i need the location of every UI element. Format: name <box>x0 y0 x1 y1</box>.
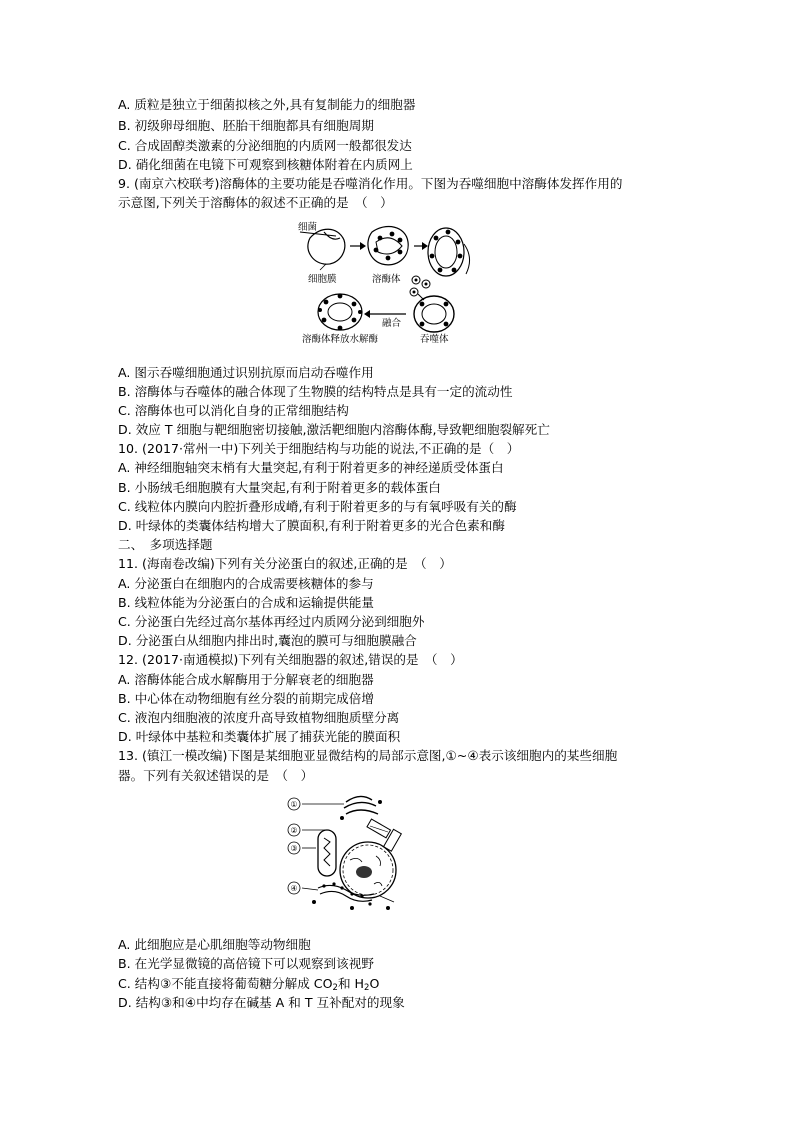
q13-stem-line2: 器。下列有关叙述错误的是 （ ） <box>118 768 314 783</box>
q9-option-a: A. 图示吞噬细胞通过识别抗原而启动吞噬作用 <box>118 365 374 380</box>
q10-option-d: D. 叶绿体的类囊体结构增大了膜面积,有利于附着更多的光合色素和酶 <box>118 518 505 533</box>
q11-option-c: C. 分泌蛋白先经过高尔基体再经过内质网分泌到细胞外 <box>118 614 425 629</box>
q10-option-c: C. 线粒体内膜向内腔折叠形成嵴,有利于附着更多的与有氧呼吸有关的酶 <box>118 499 517 514</box>
q13-cell-figure <box>284 790 414 920</box>
q13-option-a: A. 此细胞应是心肌细胞等动物细胞 <box>118 937 311 952</box>
q9-fig-label-fusion: 融合 <box>382 318 402 329</box>
q9-lysosome-figure <box>296 218 476 348</box>
q12-option-c: C. 液泡内细胞液的浓度升高导致植物细胞质壁分离 <box>118 710 400 725</box>
q10-option-a: A. 神经细胞轴突末梢有大量突起,有利于附着更多的神经递质受体蛋白 <box>118 460 504 475</box>
section-heading: 二、 多项选择题 <box>118 537 213 552</box>
q8-option-a: A. 质粒是独立于细菌拟核之外,具有复制能力的细胞器 <box>118 97 416 112</box>
q13-option-c <box>118 976 379 996</box>
q13-option-c-sub1: 2 <box>332 983 338 993</box>
q13-fig-label-2: ② <box>290 826 298 835</box>
q13-fig-label-4: ④ <box>290 884 298 893</box>
q10-stem: 10. (2017·常州一中)下列关于细胞结构与功能的说法,不正确的是（ ） <box>118 441 520 456</box>
q11-option-d: D. 分泌蛋白从细胞内排出时,囊泡的膜可与细胞膜融合 <box>118 633 417 648</box>
q9-fig-label-phagosome: 吞噬体 <box>420 334 449 345</box>
q11-option-b: B. 线粒体能为分泌蛋白的合成和运输提供能量 <box>118 595 374 610</box>
q13-fig-label-1: ① <box>290 800 298 809</box>
q13-fig-label-3: ③ <box>290 844 298 853</box>
q9-fig-label-bacteria: 细菌 <box>298 222 318 233</box>
q11-stem: 11. (海南卷改编)下列有关分泌蛋白的叙述,正确的是 （ ） <box>118 556 452 571</box>
q9-option-c: C. 溶酶体也可以消化自身的正常细胞结构 <box>118 403 349 418</box>
q8-option-d: D. 硝化细菌在电镜下可观察到核糖体附着在内质网上 <box>118 157 413 172</box>
q13-stem-line1: 13. (镇江一模改编)下图是某细胞亚显微结构的局部示意图,①~④表示该细胞内的某些细胞 <box>118 748 618 763</box>
q9-option-d: D. 效应 T 细胞与靶细胞密切接触,激活靶细胞内溶酶体酶,导致靶细胞裂解死亡 <box>118 422 550 437</box>
q11-option-a: A. 分泌蛋白在细胞内的合成需要核糖体的参与 <box>118 576 374 591</box>
q9-option-b: B. 溶酶体与吞噬体的融合体现了生物膜的结构特点是具有一定的流动性 <box>118 384 513 399</box>
q13-option-c-text1: C. 结构③不能直接将葡萄糖分解成 CO <box>118 976 333 991</box>
q13-option-c-text2: 和 H <box>337 976 365 991</box>
q9-fig-label-lysosome: 溶酶体 <box>372 274 401 285</box>
q12-option-d: D. 叶绿体中基粒和类囊体扩展了捕获光能的膜面积 <box>118 729 401 744</box>
q13-option-c-text3: O <box>369 976 380 991</box>
q9-fig-label-release: 溶酶体释放水解酶 <box>302 334 379 345</box>
q9-fig-label-membrane: 细胞膜 <box>308 274 337 285</box>
q13-option-d: D. 结构③和④中均存在碱基 A 和 T 互补配对的现象 <box>118 995 405 1010</box>
q13-option-c-sub2: 2 <box>364 983 370 993</box>
q9-stem-line1: 9. (南京六校联考)溶酶体的主要功能是吞噬消化作用。下图为吞噬细胞中溶酶体发挥作用的 <box>118 176 623 191</box>
q13-option-b: B. 在光学显微镜的高倍镜下可以观察到该视野 <box>118 956 374 971</box>
q12-stem: 12. (2017·南通模拟)下列有关细胞器的叙述,错误的是 （ ） <box>118 652 463 667</box>
q10-option-b: B. 小肠绒毛细胞膜有大量突起,有利于附着更多的载体蛋白 <box>118 480 441 495</box>
q12-option-a: A. 溶酶体能合成水解酶用于分解衰老的细胞器 <box>118 672 374 687</box>
q8-option-c: C. 合成固醇类激素的分泌细胞的内质网一般都很发达 <box>118 138 412 153</box>
q12-option-b: B. 中心体在动物细胞有丝分裂的前期完成倍增 <box>118 691 374 706</box>
q8-option-b: B. 初级卵母细胞、胚胎干细胞都具有细胞周期 <box>118 118 374 133</box>
q9-stem-line2: 示意图,下列关于溶酶体的叙述不正确的是 （ ） <box>118 195 393 210</box>
